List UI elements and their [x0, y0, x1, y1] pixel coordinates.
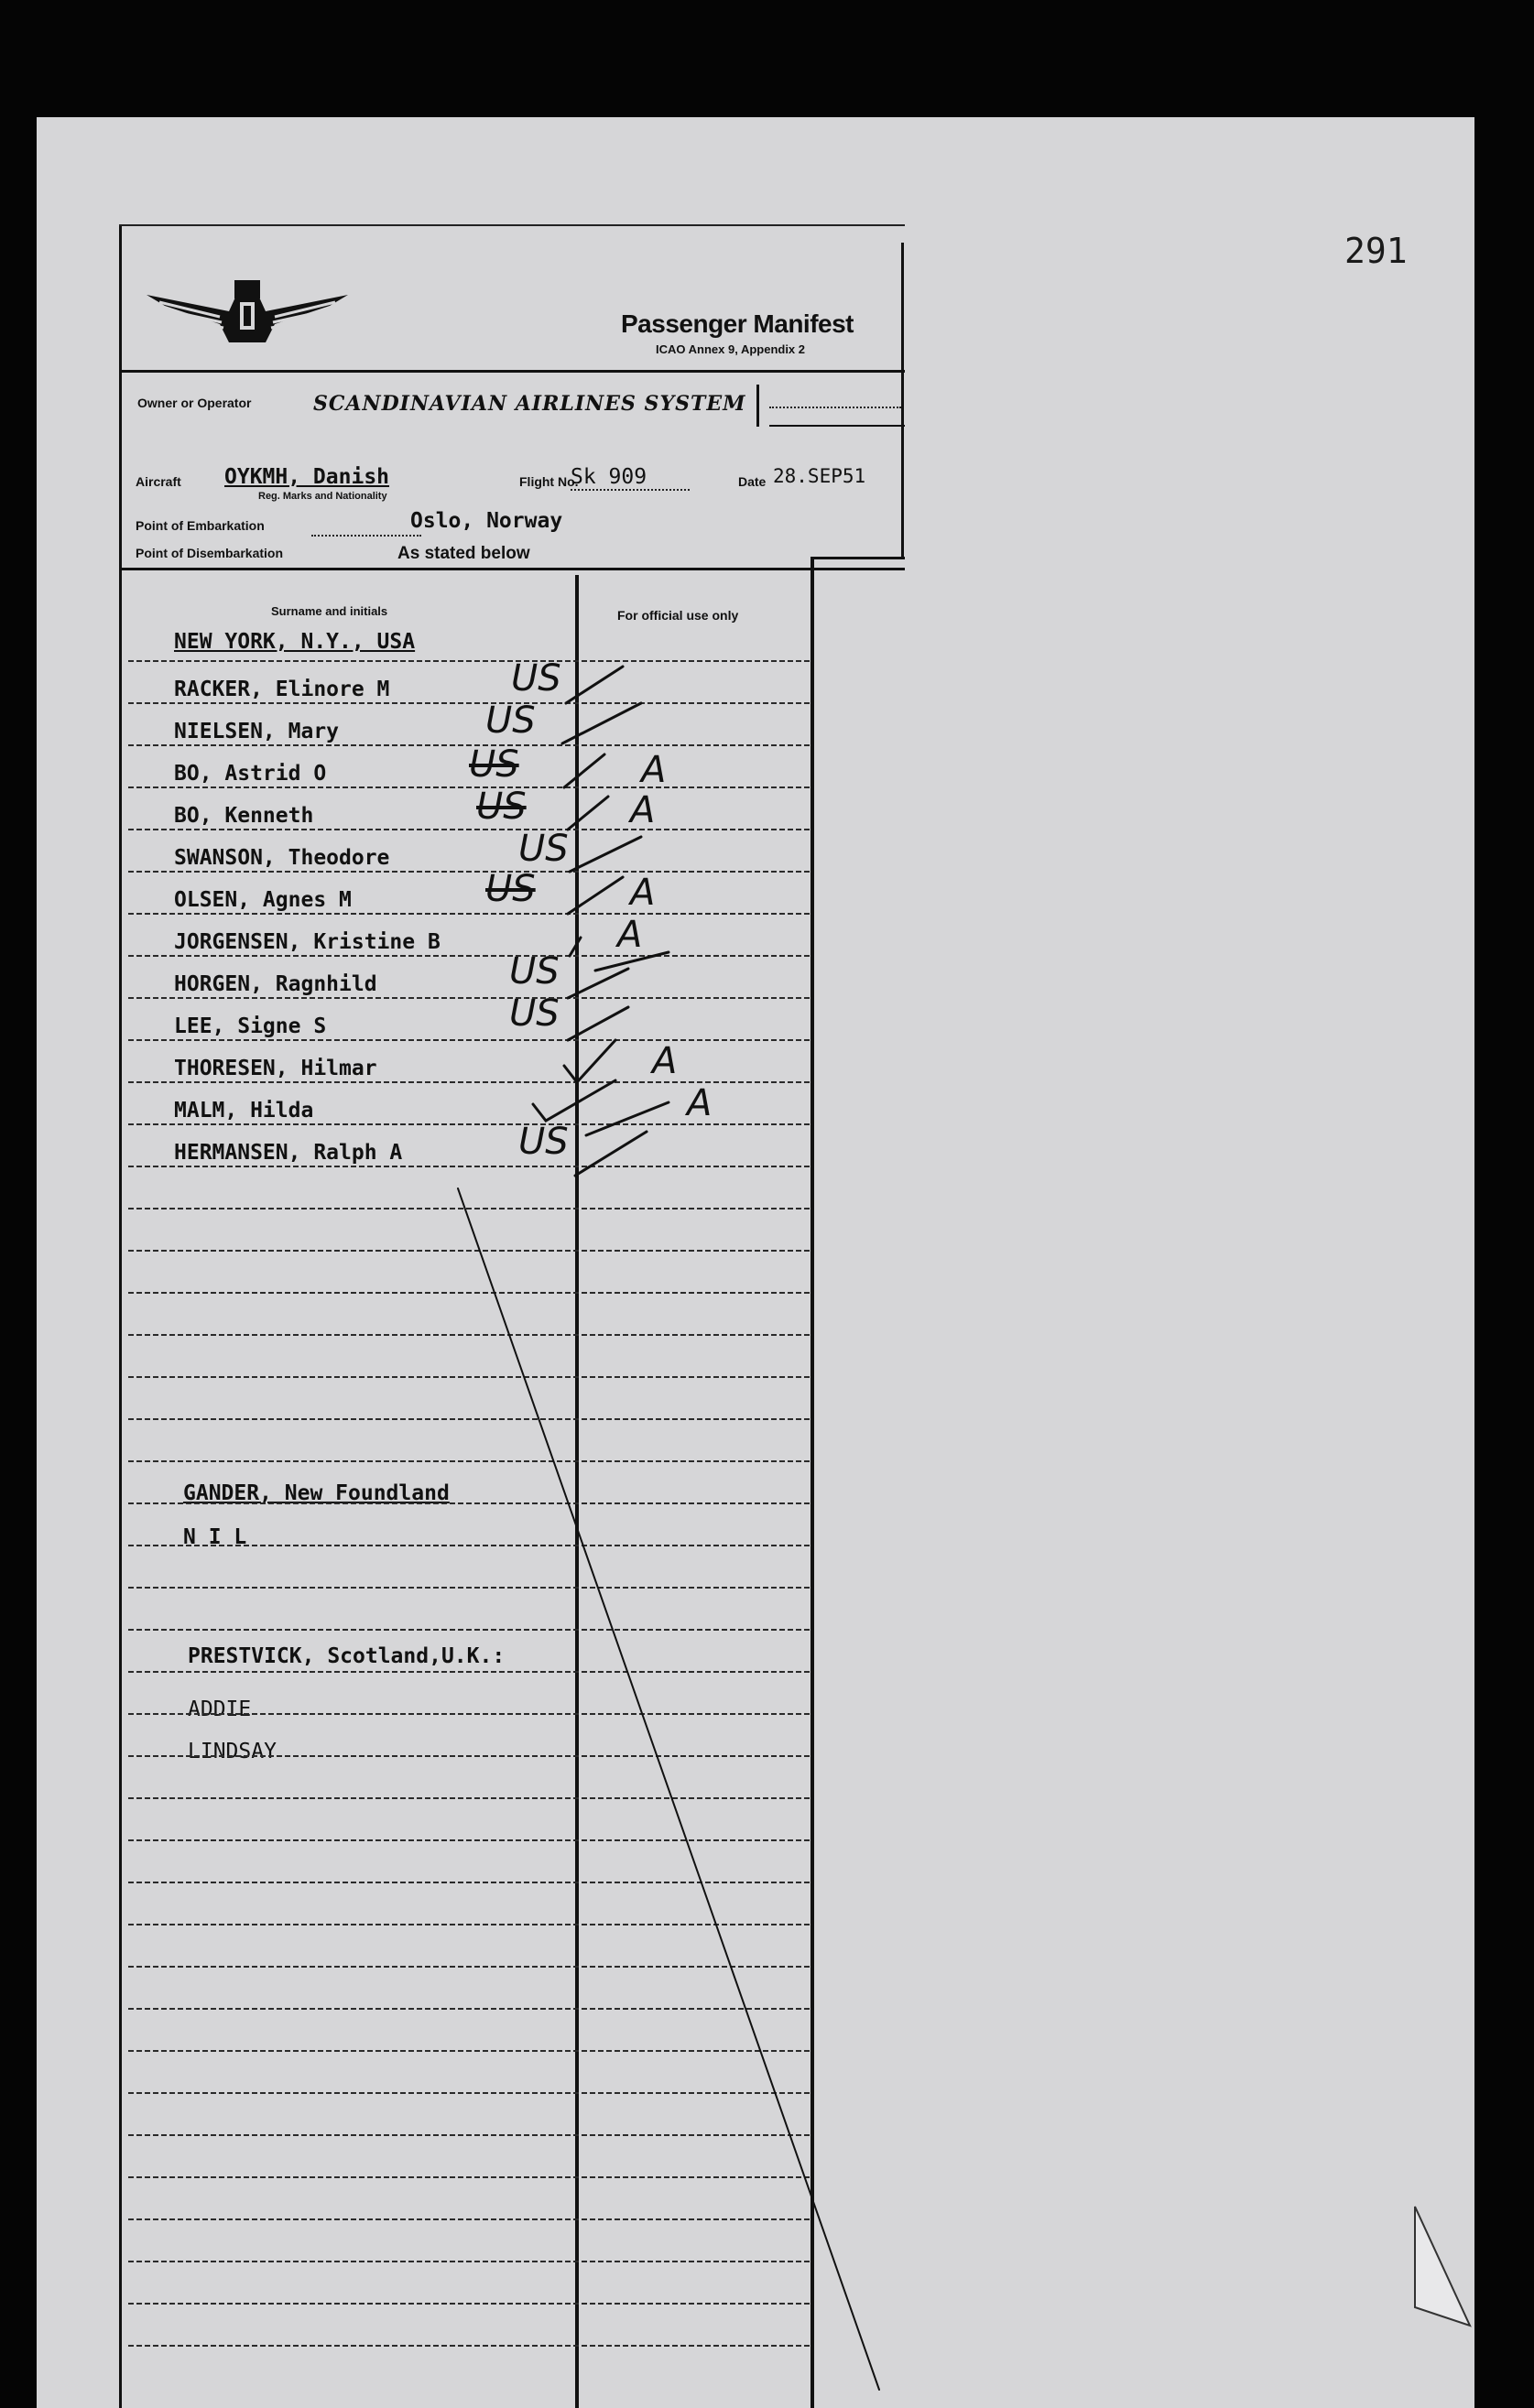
official-note: A: [617, 914, 643, 956]
passenger-name: LINDSAY: [188, 1740, 277, 1763]
passenger-name: BO, Kenneth: [174, 804, 314, 828]
passenger-name: SWANSON, Theodore: [174, 846, 390, 870]
flight-label: Flight No.: [519, 474, 579, 489]
form-right-border: [901, 243, 904, 559]
embarkation-value: Oslo, Norway: [410, 509, 563, 533]
passenger-name: BO, Astrid O: [174, 762, 327, 786]
owner-value: SCANDINAVIAN AIRLINES SYSTEM: [313, 392, 746, 416]
official-column-right-border: [811, 559, 814, 2408]
passenger-name: THORESEN, Hilmar: [174, 1057, 377, 1080]
disembarkation-value: As stated below: [397, 544, 530, 563]
form-subtitle: ICAO Annex 9, Appendix 2: [656, 342, 806, 356]
passenger-name: NIELSEN, Mary: [174, 720, 340, 743]
passenger-name: N I L: [183, 1525, 247, 1549]
official-note: A: [630, 872, 656, 914]
official-note: A: [687, 1082, 713, 1124]
embarkation-label: Point of Embarkation: [136, 518, 265, 533]
official-mark: US: [485, 868, 536, 910]
passenger-name: MALM, Hilda: [174, 1099, 314, 1123]
aircraft-label: Aircraft: [136, 474, 181, 489]
owner-underline: [769, 425, 905, 427]
official-note: A: [641, 749, 667, 791]
official-mark: US: [509, 992, 560, 1035]
owner-dotted-line: [769, 407, 901, 408]
date-value: 28.SEP51: [773, 465, 866, 487]
manifest-sheet: [37, 117, 1474, 2408]
info-divider: [121, 568, 905, 570]
section-heading-gander: GANDER, New Foundland: [183, 1481, 450, 1505]
passenger-name: LEE, Signe S: [174, 1014, 327, 1038]
official-mark: US: [518, 828, 569, 870]
owner-label: Owner or Operator: [137, 396, 252, 410]
official-note: A: [652, 1040, 678, 1082]
official-mark: US: [509, 950, 560, 992]
aircraft-value: OYKMH, Danish: [224, 465, 390, 489]
passenger-name: OLSEN, Agnes M: [174, 888, 352, 912]
section-heading-new-york: NEW YORK, N.Y., USA: [174, 630, 416, 654]
header-divider: [121, 370, 905, 373]
disembarkation-label: Point of Disembarkation: [136, 546, 284, 560]
flight-dotted-line: [571, 489, 690, 491]
official-column-top-edge: [811, 557, 905, 559]
date-label: Date: [738, 474, 767, 489]
form-top-edge: [119, 224, 905, 226]
passenger-name: ADDIE: [188, 1698, 252, 1721]
form-left-border: [119, 224, 122, 2408]
sas-wing-logo-icon: [147, 275, 348, 363]
official-note: A: [630, 789, 656, 831]
official-mark: US: [485, 700, 536, 742]
official-mark: US: [518, 1121, 569, 1163]
owner-end-mark: [756, 385, 759, 427]
official-mark: US: [476, 786, 527, 828]
official-mark: US: [469, 743, 519, 786]
passenger-name: JORGENSEN, Kristine B: [174, 930, 441, 954]
col-header-names: Surname and initials: [271, 604, 388, 618]
passenger-name: RACKER, Elinore M: [174, 678, 390, 701]
page-number: 291: [1344, 231, 1408, 271]
section-heading-prestwick: PRESTVICK, Scotland,U.K.:: [188, 1644, 506, 1668]
passenger-name: HERMANSEN, Ralph A: [174, 1141, 403, 1165]
official-mark: US: [511, 657, 561, 700]
col-header-official: For official use only: [617, 608, 739, 623]
names-official-divider: [575, 575, 579, 2408]
embarkation-dotted-line: [311, 535, 421, 537]
aircraft-sublabel: Reg. Marks and Nationality: [258, 491, 387, 502]
flight-value: Sk 909: [571, 465, 647, 489]
passenger-name: HORGEN, Ragnhild: [174, 972, 377, 996]
form-title: Passenger Manifest: [621, 309, 854, 338]
